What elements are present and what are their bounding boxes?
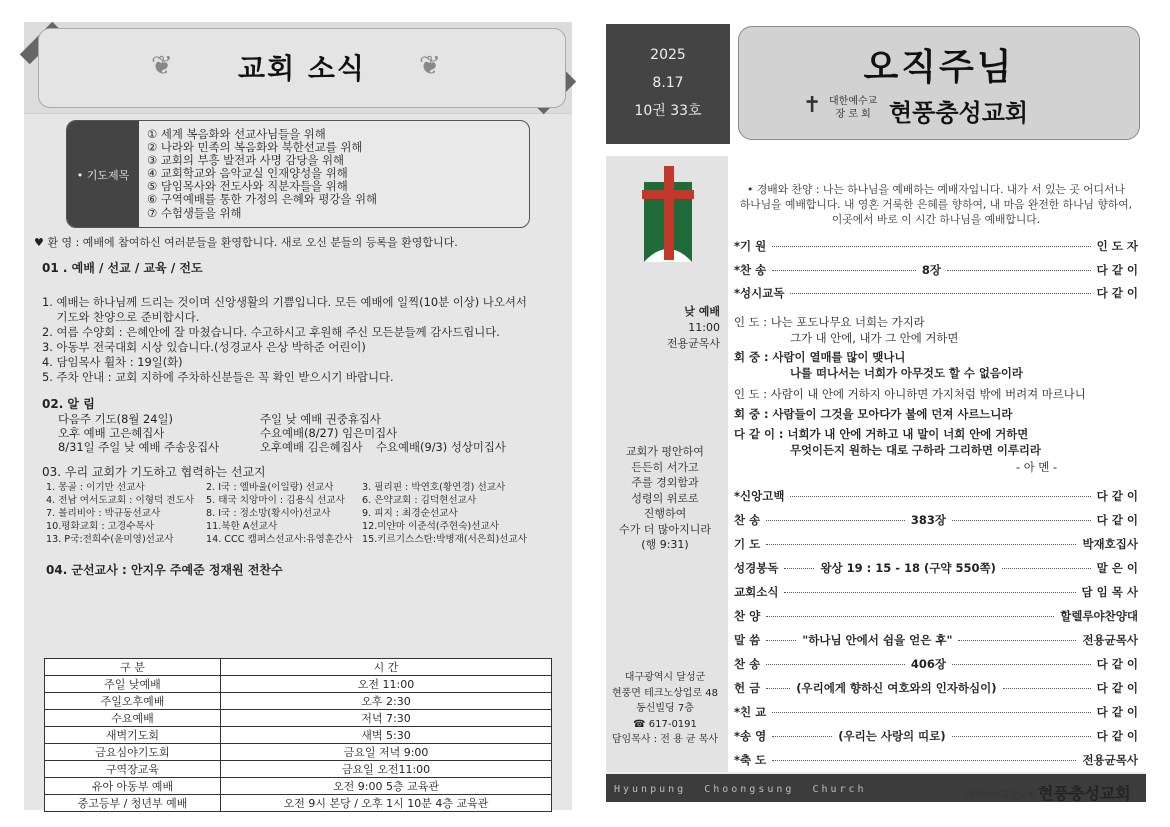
table-cell: 중고등부 / 청년부 예배 <box>45 795 221 812</box>
table-row <box>45 676 552 693</box>
denomination-line: 장 로 회 <box>835 109 871 120</box>
mission-item: 12.미얀마 이준석(주현숙)선교사 <box>362 521 500 532</box>
mission-item: 4. 전남 여서도교회 : 이형덕 전도사 <box>46 495 195 506</box>
list-item: 3. 아동부 전국대회 시상 있습니다.(성경교사 은상 박하준 어린이) <box>42 340 366 354</box>
mission-item: 8. I국 : 정소망(황시아)선교사 <box>206 508 331 519</box>
table-row <box>45 795 552 812</box>
mission-item: 13. P국:전희수(윤미영)선교사 <box>46 534 174 545</box>
order-row <box>734 510 1138 530</box>
notice-cell: 8/31일 주일 낮 예배 주송웅집사 <box>58 440 220 454</box>
prayer-item: ⑦ 수험생들을 위해 <box>147 205 242 220</box>
order-label: *축 도 <box>734 753 767 767</box>
order-detail: 8장 <box>921 263 942 277</box>
address-line: 동신빌딩 7층 <box>636 703 694 714</box>
bulletin-title: 오직주님 <box>863 47 1015 88</box>
table-row <box>45 744 552 761</box>
order-leader: 다 같 이 <box>1096 657 1139 671</box>
order-label: *기 원 <box>734 239 767 253</box>
order-detail: (우리는 사랑의 띠로) <box>838 729 946 743</box>
reading-text: 그가 내 안에, 내가 그 안에 거하면 <box>790 331 959 345</box>
reader: 회 중 : <box>734 350 769 364</box>
welcome-text: ♥ 환 영 : 예배에 참여하신 여러분들을 환영합니다. 새로 오신 분들의 등록을 환영합니다. <box>34 236 458 249</box>
footer-church-english: Hyunpung Choongsung Church <box>614 784 867 795</box>
order-label: 말 씀 <box>734 633 761 647</box>
table-cell: 새벽 5:30 <box>221 727 552 744</box>
verse-line: 주를 경외함과 <box>631 476 699 489</box>
table-row <box>45 727 552 744</box>
service-schedule-table <box>44 658 552 812</box>
table-cell: 새벽기도회 <box>45 727 221 744</box>
address-line: 현풍면 테크노상업로 48 <box>611 687 719 699</box>
table-row <box>45 710 552 727</box>
table-cell: 수요예배 <box>45 710 221 727</box>
table-header: 시 간 <box>221 659 552 676</box>
order-row <box>734 283 1138 303</box>
order-leader: 전용균목사 <box>1082 753 1138 767</box>
reading-text: 나는 포도나무요 너희는 가지라 <box>770 315 925 329</box>
reading-text: 무엇이든지 원하는 대로 구하라 그리하면 이루리라 <box>790 443 1041 457</box>
order-leader: 다 같 이 <box>1096 286 1138 300</box>
call-to-worship <box>734 182 1138 227</box>
mission-item: 10.평화교회 : 고경수목사 <box>46 521 154 532</box>
order-row <box>734 702 1138 722</box>
reading-text: 사람들이 그것을 모아다가 불에 던져 사르느니라 <box>772 407 1013 421</box>
worship-order-page <box>606 156 1146 802</box>
order-label: *친 교 <box>734 705 767 719</box>
notice-cell: 주일 낮 예배 권중휴집사 <box>260 412 381 426</box>
notice-cell: 오후 예배 고은혜집사 <box>58 426 165 440</box>
call-line: • 경배와 찬양 : 나는 하나님을 예배하는 예배자입니다. 내가 서 있는 곳 어디서나 <box>747 183 1125 196</box>
section-4-military: 04. 군선교사 : 안지우 주예준 정재원 전찬수 <box>46 563 283 577</box>
church-news-page <box>24 22 572 810</box>
reader: 인 도 : <box>734 315 768 329</box>
verse-line: 수가 더 많아지니라 <box>618 522 711 536</box>
section-1-title: 01 . 예배 / 선교 / 교육 / 전도 <box>42 261 203 275</box>
issue-year: 2025 <box>650 47 686 63</box>
reader: 인 도 : <box>734 387 768 401</box>
table-row <box>45 778 552 795</box>
order-row <box>734 558 1138 578</box>
table-cell: 구역장교육 <box>45 761 221 778</box>
prayer-item: ② 나라와 민족의 복음화와 북한선교를 위해 <box>147 140 363 155</box>
church-address <box>608 670 722 748</box>
mission-item: 11.북한 A선교사 <box>206 521 278 532</box>
order-leader: 다 같 이 <box>1096 705 1138 719</box>
order-detail: 406장 <box>910 657 947 671</box>
cross-logo-icon <box>640 166 696 264</box>
section-2-title: 02. 알 림 <box>42 397 95 411</box>
responsive-reading <box>790 442 1041 458</box>
table-cell: 금요일 저녁 9:00 <box>221 744 552 761</box>
prayer-item: ① 세계 복음화와 선교사님들을 위해 <box>147 127 326 141</box>
service-name <box>667 304 720 352</box>
footer-church-name: 현풍충성교회 <box>1038 784 1131 803</box>
order-label: *송 영 <box>734 729 767 743</box>
order-label: 찬 송 <box>734 657 761 671</box>
order-leader: 말 은 이 <box>1096 561 1138 575</box>
responsive-reading <box>734 426 1028 442</box>
section-1-list <box>42 295 527 385</box>
mission-item: 5. 태국 치앙마이 : 김용식 선교사 <box>206 495 345 506</box>
responsive-reading <box>734 386 1086 402</box>
notice-cell: 오후예배 김은혜집사 <box>260 440 363 454</box>
phone-number: ☎ 617-0191 <box>633 718 697 730</box>
address-line: 대구광역시 달성군 <box>624 672 706 683</box>
bible-verse <box>610 444 720 553</box>
prayer-item: ⑤ 담임목사와 전도사와 직분자들을 위해 <box>147 179 348 194</box>
mission-item: 3. 필리핀 : 박연호(황연경) 선교사 <box>362 482 506 493</box>
order-leader: 다 같 이 <box>1096 729 1138 743</box>
order-leader: 할렐루야찬양대 <box>1060 609 1138 623</box>
responsive-reading <box>790 330 958 346</box>
order-leader: 인 도 자 <box>1096 239 1138 253</box>
prayer-item: ③ 교회의 부흥 발전과 사명 감당을 위해 <box>147 153 344 168</box>
order-row <box>734 260 1138 280</box>
mission-item: 14. CCC 캠퍼스선교사:유영훈간사 <box>206 534 353 545</box>
table-cell: 오전 9:00 5층 교육관 <box>221 778 552 795</box>
denomination <box>829 95 877 121</box>
order-row <box>734 486 1138 506</box>
mission-item: 15.키르기스스탄:박병재(서은희)선교사 <box>362 534 527 545</box>
news-title: 교회 소식 <box>238 52 366 85</box>
call-line: 하나님을 예배합니다. 내 영혼 거룩한 은혜를 향하여, 내 마음 완전한 하나님 향하여, <box>739 198 1133 211</box>
church-name: 현풍충성교회 <box>889 98 1029 127</box>
church-logo-icon: ✝ <box>803 93 822 118</box>
side-column <box>606 156 728 772</box>
bulletin-title-box <box>738 26 1140 140</box>
table-row <box>45 693 552 710</box>
news-banner <box>24 22 572 114</box>
order-leader: 다 같 이 <box>1096 489 1138 503</box>
issue-volume: 10권 33호 <box>634 103 702 119</box>
order-detail: "하나님 안에서 쉼을 얻은 후" <box>802 633 953 647</box>
table-cell: 오전 9시 본당 / 오후 1시 10분 4층 교육관 <box>221 795 552 812</box>
reading-text: 너희가 내 안에 거하고 내 말이 너희 안에 거하면 <box>787 427 1029 441</box>
order-detail: (우리에게 향하신 여호와의 인자하심이) <box>796 681 997 695</box>
prayer-list <box>147 128 377 220</box>
order-detail: 왕상 19 : 15 - 18 (구약 550쪽) <box>820 561 996 575</box>
prayer-item: ⑥ 구역예배를 통한 가정의 은혜와 평강을 위해 <box>147 192 377 207</box>
list-item: 5. 주차 안내 : 교회 지하에 주차하신분들은 꼭 확인 받으시기 바랍니다. <box>42 370 394 384</box>
order-leader: 전용균목사 <box>1082 633 1138 647</box>
vine-ornament-icon: ❦ <box>151 51 173 81</box>
verse-line: 든든히 서가고 <box>631 460 699 474</box>
reading-text: 나를 떠나서는 너희가 아무것도 할 수 없음이라 <box>790 366 1023 380</box>
mission-item: 9. 피지 : 최경순선교사 <box>362 508 458 519</box>
reader: 회 중 : <box>734 407 769 421</box>
issue-date-box <box>606 24 730 144</box>
order-label: *성시교독 <box>734 286 785 300</box>
order-leader: 박재호집사 <box>1082 537 1138 551</box>
order-row <box>734 236 1138 256</box>
verse-line: 성령의 위로로 <box>631 491 699 505</box>
verse-line: (행 9:31) <box>641 538 689 551</box>
footer-denomination: 대한예수교장로회 <box>966 791 1036 801</box>
prayer-topics-box <box>66 120 530 228</box>
list-item: 기도와 찬양으로 준비합시다. <box>42 310 200 324</box>
verse-line: 교회가 평안하여 <box>626 445 704 458</box>
mission-item: 1. 몽골 : 이기만 선교사 <box>46 482 145 493</box>
issue-date: 8.17 <box>652 75 684 91</box>
responsive-reading <box>790 365 1023 381</box>
responsive-reading <box>734 406 1012 422</box>
table-header-row <box>45 659 552 676</box>
table-cell: 금요심야기도회 <box>45 744 221 761</box>
order-row <box>734 750 1138 770</box>
table-cell: 오전 11:00 <box>221 676 552 693</box>
order-label: 교회소식 <box>734 585 779 599</box>
reader: 다 같 이 : <box>734 427 784 441</box>
order-label: 기 도 <box>734 537 761 551</box>
order-row <box>734 534 1138 554</box>
service-pastor: 전용균목사 <box>666 337 720 350</box>
service-label: 낮 예배 <box>684 305 720 318</box>
table-cell: 오후 2:30 <box>221 693 552 710</box>
table-cell: 주일 낮예배 <box>45 676 221 693</box>
table-cell: 유아 아동부 예배 <box>45 778 221 795</box>
list-item: 1. 예배는 하나님께 드리는 것이며 신앙생활의 기쁨입니다. 모든 예배에 일찍(10분 이상) 나오셔서 <box>42 295 527 309</box>
order-detail: 383장 <box>910 513 947 527</box>
reading-text: 사람이 내 안에 거하지 아니하면 가지처럼 밖에 버려져 마르나니 <box>770 387 1086 401</box>
denomination-line: 대한예수교 <box>829 96 878 107</box>
table-cell: 금요일 오전11:00 <box>221 761 552 778</box>
reading-text: 사람이 열매를 많이 맺나니 <box>772 350 906 364</box>
order-label: *신앙고백 <box>734 489 785 503</box>
order-label: 헌 금 <box>734 681 761 695</box>
notice-cell: 다음주 기도(8월 24일) <box>58 412 173 426</box>
order-row <box>734 678 1138 698</box>
order-row <box>734 606 1138 626</box>
table-cell: 주일오후예배 <box>45 693 221 710</box>
list-item: 4. 담임목사 휠차 : 19일(화) <box>42 355 183 369</box>
order-row <box>734 654 1138 674</box>
call-line: 이곳에서 바로 이 시간 하나님을 예배합니다. <box>831 213 1041 226</box>
verse-line: 진행하여 <box>643 507 687 520</box>
responsive-reading <box>734 314 925 330</box>
order-leader: 다 같 이 <box>1096 681 1138 695</box>
order-leader: 담 임 목 사 <box>1081 585 1138 599</box>
prayer-label: • 기도제목 <box>67 121 139 228</box>
order-leader: 다 같 이 <box>1096 263 1138 277</box>
order-leader: 다 같 이 <box>1096 513 1139 527</box>
table-cell: 저녁 7:30 <box>221 710 552 727</box>
order-label: 성경봉독 <box>734 561 779 575</box>
vine-ornament-icon: ❦ <box>419 51 441 81</box>
prayer-item: ④ 교회학교와 음악교실 인재양성을 위해 <box>147 166 348 181</box>
notice-cell: 수요예배(8/27) 임은미집사 <box>260 426 398 440</box>
mission-item: 2. I국 : 엘바울(이일랑) 선교사 <box>206 482 334 493</box>
notice-cell: 수요예배(9/3) 성상미집사 <box>376 440 506 454</box>
order-label: 찬 송 <box>734 513 761 527</box>
table-row <box>45 761 552 778</box>
pastor-name: 담임목사 : 전 용 균 목사 <box>611 734 719 745</box>
order-label: *찬 송 <box>734 263 767 277</box>
order-row <box>734 726 1138 746</box>
mission-item: 7. 볼리비아 : 박규동선교사 <box>46 508 161 519</box>
order-row <box>734 582 1138 602</box>
amen: - 아 멘 - <box>1016 460 1058 474</box>
table-header: 구 분 <box>45 659 221 676</box>
order-row <box>734 630 1138 650</box>
news-title-box <box>38 28 566 108</box>
list-item: 2. 여름 수양회 : 은혜안에 잘 마쳤습니다. 수고하시고 후원해 주신 모든분들께 감사드립니다. <box>42 325 500 339</box>
responsive-reading <box>734 349 905 365</box>
section-3-title: 03. 우리 교회가 기도하고 협력하는 선교지 <box>42 465 266 479</box>
order-label: 찬 양 <box>734 609 761 623</box>
service-time: 11:00 <box>688 321 720 334</box>
mission-item: 6. 은약교회 : 김덕현선교사 <box>362 495 477 506</box>
